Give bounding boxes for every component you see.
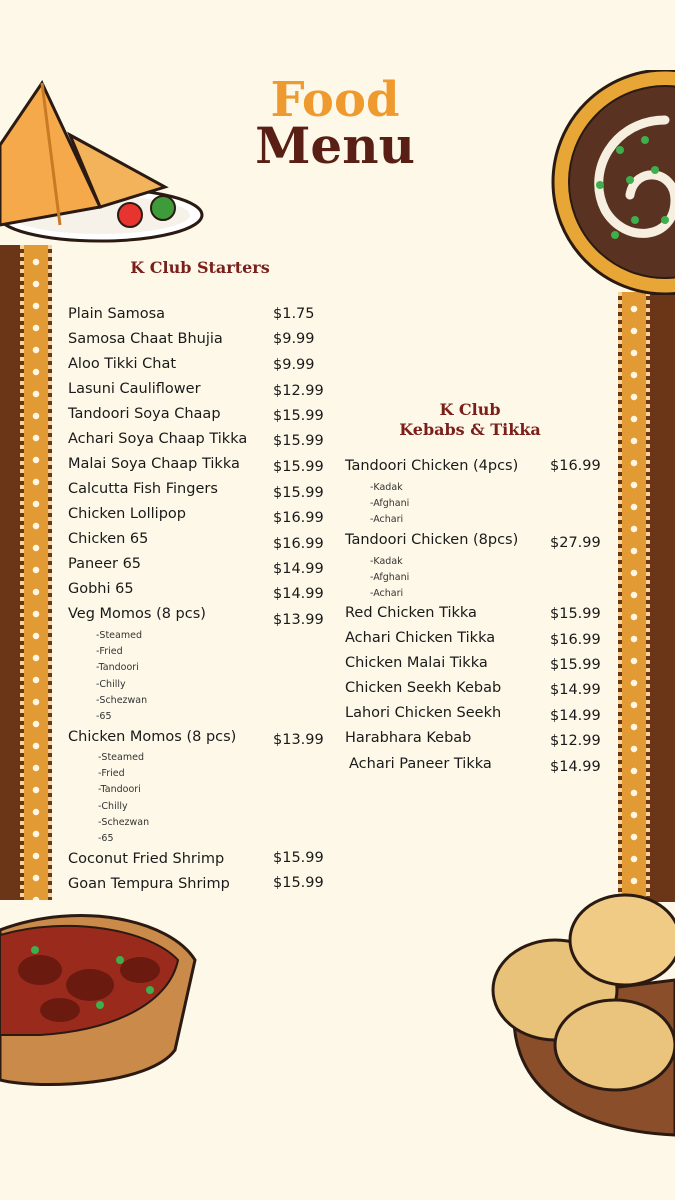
option-label: -Steamed bbox=[98, 752, 144, 763]
starter-name: Gobhi 65 bbox=[68, 581, 134, 597]
kebab-name: Lahori Chicken Seekh bbox=[345, 705, 502, 721]
starter-price: $15.99 bbox=[273, 433, 324, 449]
starter-price: $15.99 bbox=[273, 850, 324, 866]
kebab-price: $16.99 bbox=[550, 632, 601, 648]
option-label: -Schezwan bbox=[96, 695, 148, 706]
kebab-price: $16.99 bbox=[550, 458, 601, 474]
option-label: -Kadak bbox=[370, 556, 403, 567]
kebab-name: Tandoori Chicken (4pcs) bbox=[345, 458, 519, 474]
starter-name: Lasuni Cauliflower bbox=[68, 381, 201, 397]
option-label: -Afghani bbox=[370, 572, 410, 583]
kebab-name: Red Chicken Tikka bbox=[345, 605, 477, 621]
kebab-price: $14.99 bbox=[550, 682, 601, 698]
kebab-name: Achari Chicken Tikka bbox=[345, 630, 496, 646]
option-label: -Achari bbox=[370, 514, 404, 525]
starter-price: $13.99 bbox=[273, 612, 324, 628]
starter-price: $15.99 bbox=[273, 459, 324, 475]
kebabs-heading-line1: K Club bbox=[439, 400, 501, 419]
starter-name: Chicken 65 bbox=[68, 531, 149, 547]
option-label: -Kadak bbox=[370, 482, 403, 493]
starter-name: Calcutta Fish Fingers bbox=[68, 481, 218, 497]
kebab-price: $12.99 bbox=[550, 733, 601, 749]
starter-name: Veg Momos (8 pcs) bbox=[68, 606, 206, 622]
right-pattern-strip bbox=[618, 292, 675, 902]
kebab-name: Achari Paneer Tikka bbox=[349, 756, 492, 772]
kebab-price: $15.99 bbox=[550, 606, 601, 622]
starter-price: $12.99 bbox=[273, 383, 324, 399]
option-label: -Tandoori bbox=[96, 662, 139, 673]
starters-heading: K Club Starters bbox=[130, 258, 270, 277]
kebab-price: $15.99 bbox=[550, 657, 601, 673]
option-label: -65 bbox=[98, 833, 114, 844]
starter-name: Aloo Tikki Chat bbox=[68, 356, 177, 372]
starter-price: $16.99 bbox=[273, 510, 324, 526]
starter-name: Malai Soya Chaap Tikka bbox=[68, 456, 240, 472]
starter-price: $14.99 bbox=[273, 586, 324, 602]
title-menu: Menu bbox=[255, 116, 415, 175]
kebab-price: $14.99 bbox=[550, 759, 601, 775]
starter-name: Goan Tempura Shrimp bbox=[68, 876, 230, 892]
starter-price: $16.99 bbox=[273, 536, 324, 552]
starter-price: $9.99 bbox=[273, 357, 315, 373]
left-pattern-strip bbox=[0, 245, 52, 900]
samosa-plate-illustration bbox=[0, 75, 210, 250]
starter-price: $15.99 bbox=[273, 485, 324, 501]
starter-price: $15.99 bbox=[273, 408, 324, 424]
option-label: -Tandoori bbox=[98, 784, 141, 795]
kebab-name: Chicken Seekh Kebab bbox=[345, 680, 502, 696]
option-label: -Chilly bbox=[98, 801, 128, 812]
starter-name: Paneer 65 bbox=[68, 556, 142, 572]
starter-price: $15.99 bbox=[273, 875, 324, 891]
option-label: -Chilly bbox=[96, 679, 126, 690]
option-label: -Fried bbox=[98, 768, 125, 779]
option-label: -65 bbox=[96, 711, 112, 722]
dal-makhani-bowl-illustration bbox=[525, 70, 675, 295]
kebabs-heading-line2: Kebabs & Tikka bbox=[399, 420, 541, 439]
kebab-price: $27.99 bbox=[550, 535, 601, 551]
starter-name: Chicken Lollipop bbox=[68, 506, 186, 522]
kebab-name: Chicken Malai Tikka bbox=[345, 655, 488, 671]
starter-price: $9.99 bbox=[273, 331, 315, 347]
puri-basket-illustration bbox=[485, 880, 675, 1140]
starter-name: Chicken Momos (8 pcs) bbox=[68, 729, 237, 745]
starter-name: Coconut Fried Shrimp bbox=[68, 851, 225, 867]
option-label: -Steamed bbox=[96, 630, 142, 641]
option-label: -Afghani bbox=[370, 498, 410, 509]
starter-name: Tandoori Soya Chaap bbox=[68, 406, 221, 422]
kebab-name: Harabhara Kebab bbox=[345, 730, 472, 746]
starter-price: $1.75 bbox=[273, 306, 315, 322]
starter-name: Achari Soya Chaap Tikka bbox=[68, 431, 248, 447]
kebab-price: $14.99 bbox=[550, 708, 601, 724]
starter-name: Plain Samosa bbox=[68, 306, 166, 322]
starter-name: Samosa Chaat Bhujia bbox=[68, 331, 223, 347]
starter-price: $14.99 bbox=[273, 561, 324, 577]
kebab-name: Tandoori Chicken (8pcs) bbox=[345, 532, 519, 548]
curry-bowl-illustration bbox=[0, 890, 200, 1090]
starter-price: $13.99 bbox=[273, 732, 324, 748]
option-label: -Schezwan bbox=[98, 817, 150, 828]
title-food: Food bbox=[270, 72, 400, 128]
option-label: -Fried bbox=[96, 646, 123, 657]
option-label: -Achari bbox=[370, 588, 404, 599]
